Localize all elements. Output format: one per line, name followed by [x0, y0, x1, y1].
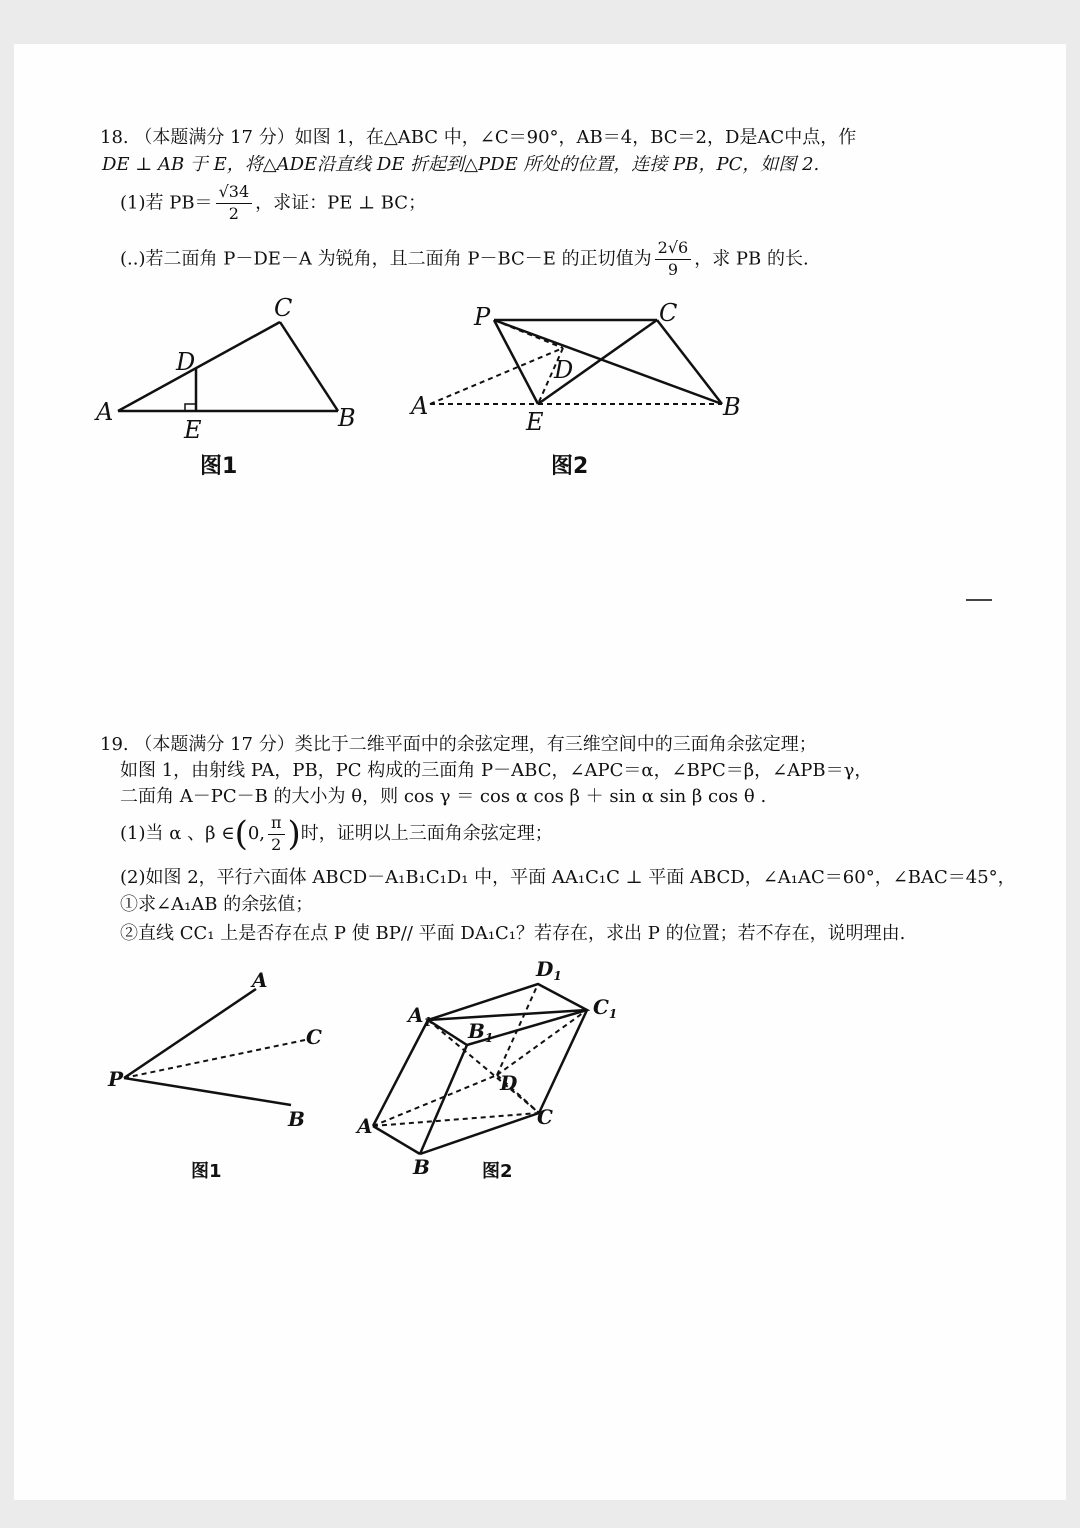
q19-fig1-label-p: P	[108, 1067, 124, 1091]
fig2-label-c: C	[659, 299, 678, 327]
q18-figure-1-caption: 图1	[200, 454, 238, 479]
fig2-label-a: A	[411, 392, 429, 420]
q19-fig2-edge-bb1	[420, 1045, 467, 1154]
fig1-label-c: C	[274, 294, 293, 322]
q18-line-1: 18. （本题满分 17 分）如图 1，在△ABC 中，∠C＝90°，AB＝4，BC＝2，D是AC中点，作	[100, 127, 857, 148]
q18-pb-denominator: 2	[228, 203, 239, 223]
q19-fig2-label-b1: $B_1$	[468, 1019, 494, 1045]
q19-fig1-ray-pb	[124, 1078, 291, 1105]
fig1-label-d: D	[176, 348, 196, 376]
q19-fig2-edge-bc	[420, 1113, 539, 1154]
fig2-label-e: E	[526, 408, 544, 436]
q18-pb-numerator: √34	[216, 182, 253, 204]
q19-pi-denominator: 2	[271, 834, 282, 854]
q19-part-1-suffix: 时，证明以上三面角余弦定理；	[300, 823, 553, 845]
q18-part-2-prefix: (..)若二面角 P－DE－A 为锐角，且二面角 P－BC－E 的正切值为	[120, 248, 652, 270]
q18-part-1-suffix: ，求证：PE ⊥ BC；	[255, 192, 427, 214]
q19-fig2-edge-dd1	[497, 984, 538, 1075]
q19-part-2: (2)如图 2，平行六面体 ABCD－A₁B₁C₁D₁ 中，平面 AA₁C₁C ⊥ 平面 ABCD，∠A₁AC＝60°，∠BAC＝45°，	[120, 867, 1016, 888]
q18-part-1-prefix: (1)若 PB＝	[120, 192, 213, 214]
q19-part-2a: ①求∠A₁AB 的余弦值；	[120, 894, 314, 915]
fig1-label-b: B	[338, 404, 356, 432]
q19-fig1-label-a: A	[252, 968, 268, 992]
q19-pi-numerator: π	[268, 813, 285, 835]
q19-figure-1-caption: 图1	[191, 1161, 222, 1182]
q19-part-1-prefix: (1)当 α 、β ∈	[120, 823, 235, 845]
q19-fig2-label-b: B	[413, 1155, 430, 1179]
q19-fig2-label-d1: $D_1$	[536, 957, 562, 983]
q19-left-paren: (	[234, 814, 248, 854]
fig1-label-a: A	[96, 398, 114, 426]
q19-part-2b: ②直线 CC₁ 上是否存在点 P 使 BP// 平面 DA₁C₁？若存在，求出 P 的位置；若不存在，说明理由.	[120, 923, 906, 944]
q19-line-1: 19. （本题满分 17 分）类比于二维平面中的余弦定理，有三维空间中的三面角余弦定理；	[100, 734, 817, 755]
q19-fig1-label-c: C	[306, 1025, 322, 1049]
q18-part-2-suffix: ，求 PB 的长.	[694, 248, 809, 270]
q19-line-2: 如图 1，由射线 PA，PB，PC 构成的三面角 P－ABC，∠APC＝α，∠BPC＝β，∠APB＝γ，	[120, 760, 873, 781]
fig2-label-d: D	[554, 356, 574, 384]
q18-figure-2-caption: 图2	[551, 454, 589, 479]
q19-fig2-label-c1: $C_1$	[593, 995, 618, 1021]
fig2-label-p: P	[474, 303, 491, 331]
fig1-label-e: E	[184, 416, 202, 444]
q19-interval-start: 0,	[247, 823, 266, 845]
q19-figure-2-caption: 图2	[482, 1161, 513, 1182]
q19-fig2-label-a1: $A_1$	[408, 1003, 432, 1029]
q19-fig2-label-c: C	[537, 1105, 553, 1129]
q19-fig2-label-d: D	[500, 1071, 518, 1095]
q18-tangent-numerator: 2√6	[655, 238, 692, 260]
fig2-label-b: B	[723, 393, 741, 421]
q19-line-3: 二面角 A－PC－B 的大小为 θ，则 cos γ ＝ cos α cos β ＋ sin α sin β cos θ .	[120, 786, 767, 807]
q19-fig2-edge-cc1	[539, 1010, 587, 1113]
q19-right-paren: )	[287, 814, 301, 854]
q19-fig2-edge-ab	[373, 1126, 420, 1154]
q18-tangent-denominator: 9	[667, 259, 679, 279]
q19-fig2-edge-aa1	[373, 1020, 428, 1126]
q19-fig2-diagonal-dc1	[497, 1010, 587, 1075]
q18-line-2: DE ⊥ AB 于 E，将△ADE沿直线 DE 折起到△PDE 所处的位置，连接 PB，PC，如图 2.	[102, 154, 820, 175]
q19-fig1-label-b: B	[288, 1107, 305, 1131]
q19-fig2-label-a: A	[357, 1114, 373, 1138]
